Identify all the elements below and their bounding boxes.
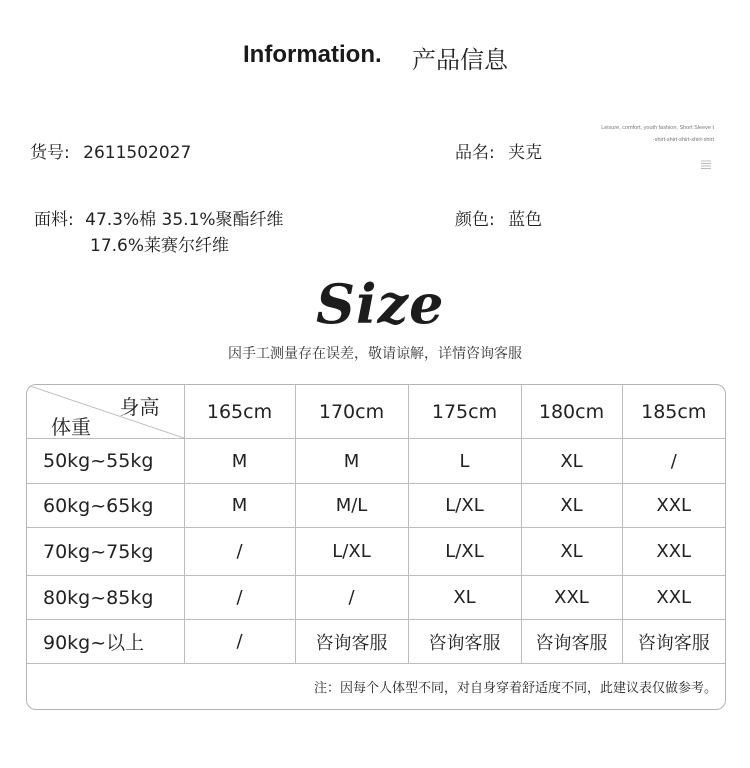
height-header: 180cm [521, 385, 622, 439]
table-row [27, 484, 725, 528]
size-cell: M/L [295, 484, 408, 528]
table-row [27, 576, 725, 620]
header-row [27, 385, 725, 439]
size-cell: XL [521, 439, 622, 484]
table-row [27, 439, 725, 484]
size-cell: 咨询客服 [521, 620, 622, 664]
fabric-value-line1: 47.3%棉 35.1%聚酯纤维 [85, 210, 284, 230]
color-label: 颜色: [455, 210, 495, 230]
decorative-tagline-2: -shirt-shirt-shirt-shirt-shirt [652, 137, 714, 143]
size-cell: XXL [622, 528, 725, 576]
color [455, 205, 542, 230]
weight-axis-label: 体重 [51, 415, 91, 439]
product-name-label: 品名: [455, 143, 495, 163]
item-number [30, 138, 191, 163]
title-chinese: 产品信息 [412, 46, 508, 74]
size-cell: / [184, 528, 295, 576]
size-cell: L [408, 439, 521, 484]
size-cell: 咨询客服 [622, 620, 725, 664]
title-english: Information. [243, 41, 382, 68]
size-chart-table [26, 384, 726, 710]
size-cell: / [622, 439, 725, 484]
item-number-label: 货号: [30, 143, 70, 163]
size-cell: L/XL [408, 484, 521, 528]
size-cell: XXL [622, 576, 725, 620]
weight-cell: 70kg~75kg [27, 528, 184, 576]
table-row [27, 620, 725, 664]
weight-cell: 50kg~55kg [27, 439, 184, 484]
item-number-value: 2611502027 [83, 143, 192, 163]
size-cell: L/XL [408, 528, 521, 576]
table-row [27, 528, 725, 576]
footer-row [27, 664, 725, 709]
product-name-value: 夹克 [508, 143, 543, 163]
fabric-value-line2: 17.6%莱赛尔纤维 [90, 236, 230, 256]
footer-note: 注：因每个人体型不同，对自身穿着舒适度不同，此建议表仅做参考。 [27, 664, 725, 709]
fabric [34, 205, 284, 230]
size-cell: / [184, 620, 295, 664]
height-header: 175cm [408, 385, 521, 439]
weight-cell: 80kg~85kg [27, 576, 184, 620]
decorative-tagline-1: Leisure, comfort, youth fashion, Short Sleeve t [601, 125, 714, 131]
size-cell: M [295, 439, 408, 484]
size-heading: Size [316, 272, 445, 336]
size-cell: XL [521, 528, 622, 576]
weight-cell: 90kg~以上 [27, 620, 184, 664]
size-cell: / [295, 576, 408, 620]
fabric-label: 面料: [34, 210, 74, 230]
size-cell: M [184, 484, 295, 528]
height-axis-label: 身高 [119, 395, 160, 419]
size-cell: XL [408, 576, 521, 620]
product-name [455, 138, 542, 163]
list-lines-icon [701, 155, 711, 174]
size-cell: XXL [622, 484, 725, 528]
size-cell: 咨询客服 [408, 620, 521, 664]
height-header: 170cm [295, 385, 408, 439]
size-cell: XXL [521, 576, 622, 620]
color-value: 蓝色 [508, 210, 543, 230]
height-header: 165cm [184, 385, 295, 439]
measurement-note: 因手工测量存在误差，敬请谅解，详情咨询客服 [228, 346, 522, 362]
weight-cell: 60kg~65kg [27, 484, 184, 528]
size-cell: M [184, 439, 295, 484]
size-cell: XL [521, 484, 622, 528]
size-cell: / [184, 576, 295, 620]
size-cell: L/XL [295, 528, 408, 576]
size-cell: 咨询客服 [295, 620, 408, 664]
corner-cell [27, 385, 184, 439]
height-header: 185cm [622, 385, 725, 439]
